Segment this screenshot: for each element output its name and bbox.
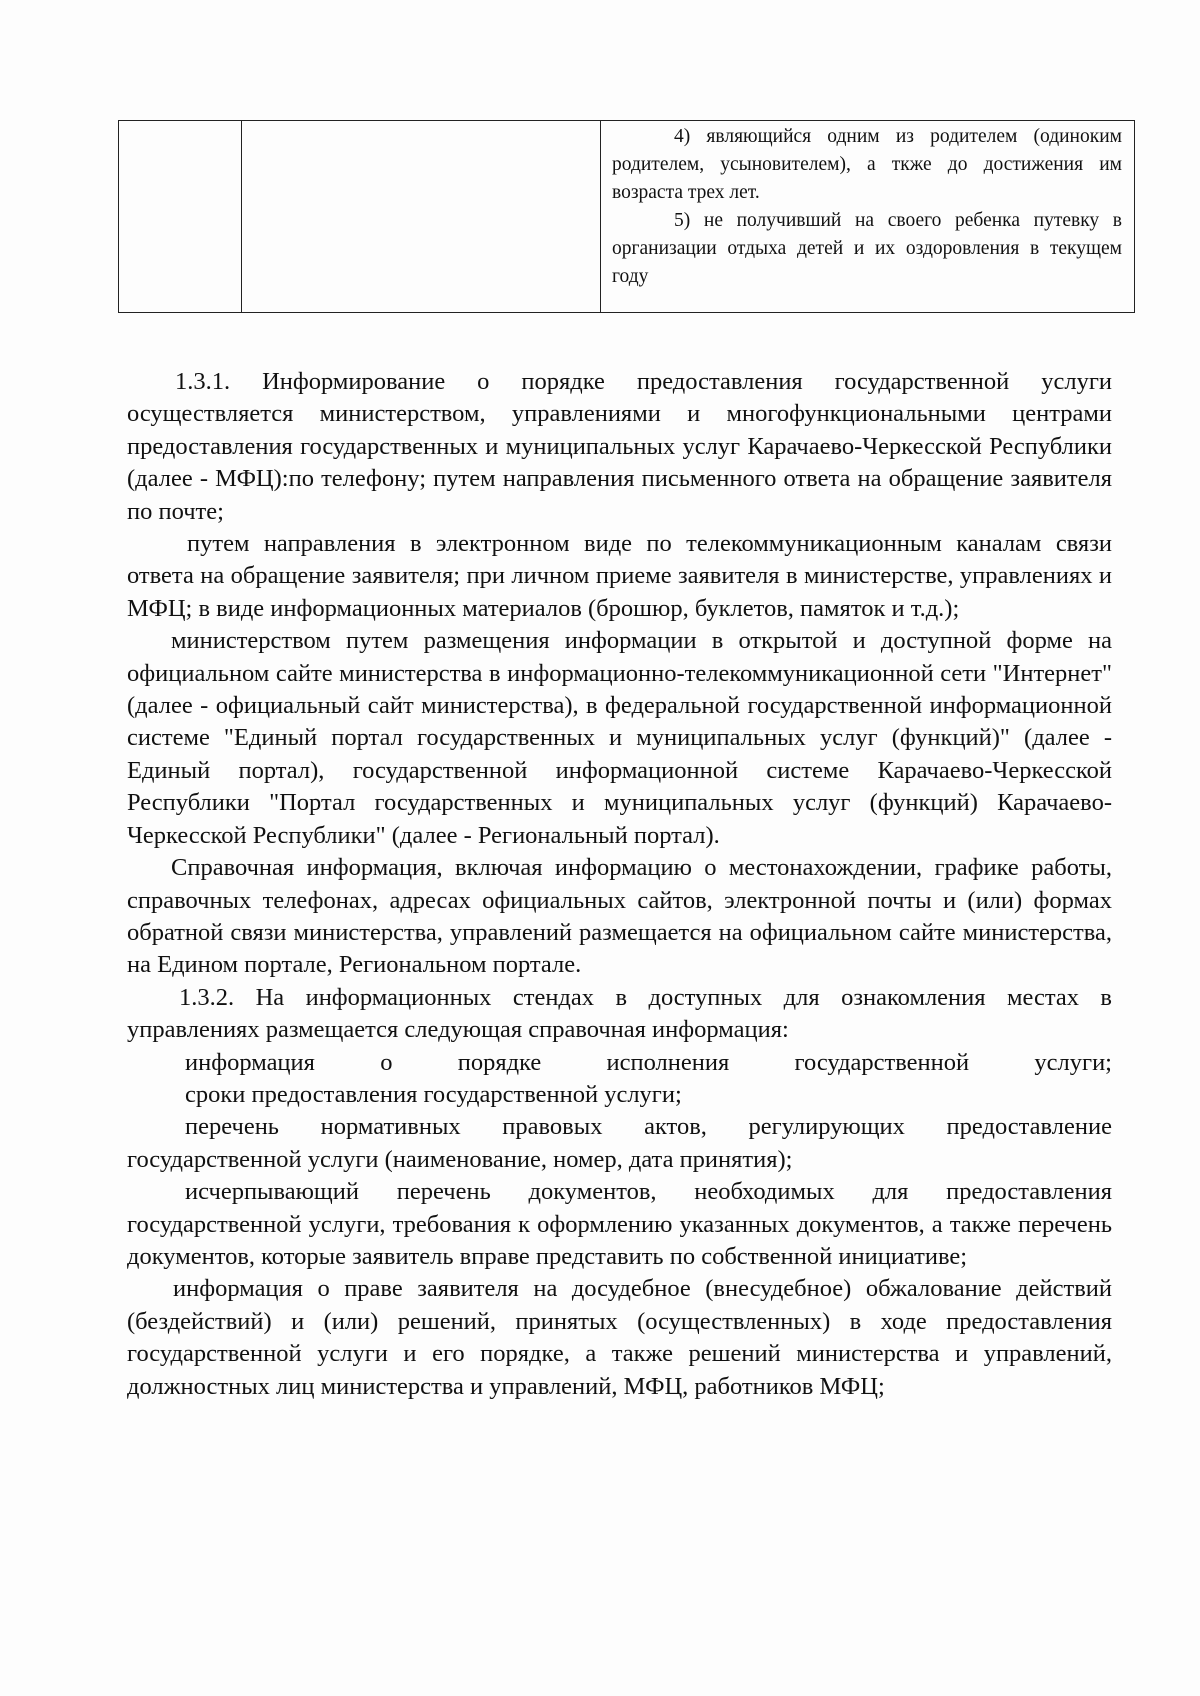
paragraph-electronic-channels: путем направления в электронном виде по телекоммуникационным каналам связи ответа на обращение заявителя; при личном приеме заявителя в министерстве, управлениях и МФЦ; в виде информационных материалов (брошюр, буклетов, памяток и т.д.); — [127, 530, 1112, 622]
criteria-item-4: 4) являющийся одним из родителем (одиноким родителем, усыновителем), а ткже до достижения им возраста трех лет. — [612, 126, 1122, 203]
criteria-item-5: 5) не получивший на своего ребенка путевку в организации отдыха детей и их оздоровления в текущем году — [612, 210, 1122, 287]
paragraph-appeal-rights: информация о праве заявителя на досудебное (внесудебное) обжалование действий (бездействий) и (или) решений, принятых (осуществленных) в ходе предоставления государственной услуги и его порядке, а также решений министерства и управлений, должностных лиц министерства и управлений, МФЦ, работников МФЦ; — [127, 1275, 1112, 1400]
paragraph-1-3-1: 1.3.1. Информирование о порядке предоставления государственной услуги осуществляется министерством, управлениями и многофункциональными центрами предоставления государственных и муниципальных услуг Карачаево-Черкесской Республики (далее - МФЦ):по телефону; путем направления письменного ответа на обращение заявителя по почте; — [127, 368, 1112, 525]
criteria-table — [118, 120, 1135, 313]
table-cell-criteria — [601, 121, 1135, 313]
document-body — [127, 366, 1112, 1403]
paragraph-service-procedure: информация о порядке исполнения государственной услуги; — [185, 1048, 1112, 1076]
paragraph-legal-acts: перечень нормативных правовых актов, регулирующих предоставление государственной услуги (наименование, номер, дата принятия); — [127, 1113, 1112, 1173]
table-cell-empty-2 — [242, 121, 601, 313]
paragraph-ministry-website: министерством путем размещения информации в открытой и доступной форме на официальном сайте министерства в информационно-телекоммуникационной сети "Интернет" (далее - официальный сайт министерства), в федеральной государственной информационной системе "Единый портал государственных и муниципальных услуг (функций)" (далее - Единый портал), государственной информационной системе Карачаево-Черкесской Республики "Портал государственных и муниципальных услуг (функций) Карачаево-Черкесской Республики" (далее - Региональный портал). — [127, 627, 1112, 849]
paragraph-1-3-2: 1.3.2. На информационных стендах в доступных для ознакомления местах в управлениях размещается следующая справочная информация: — [127, 983, 1112, 1044]
paragraph-documents-list: исчерпывающий перечень документов, необходимых для предоставления государственной услуги, требования к оформлению указанных документов, а также перечень документов, которые заявитель вправе представить по собственной инициативе; — [127, 1178, 1112, 1270]
paragraph-service-terms: сроки предоставления государственной услуги; — [185, 1080, 682, 1108]
paragraph-reference-info: Справочная информация, включая информацию о местонахождении, графике работы, справочных телефонах, адресах официальных сайтов, электронной почты и (или) формах обратной связи министерства, управлений размещается на официальном сайте министерства, на Едином портале, Региональном портале. — [127, 854, 1112, 979]
table-cell-empty-1 — [119, 121, 242, 313]
table-row — [119, 121, 1135, 313]
